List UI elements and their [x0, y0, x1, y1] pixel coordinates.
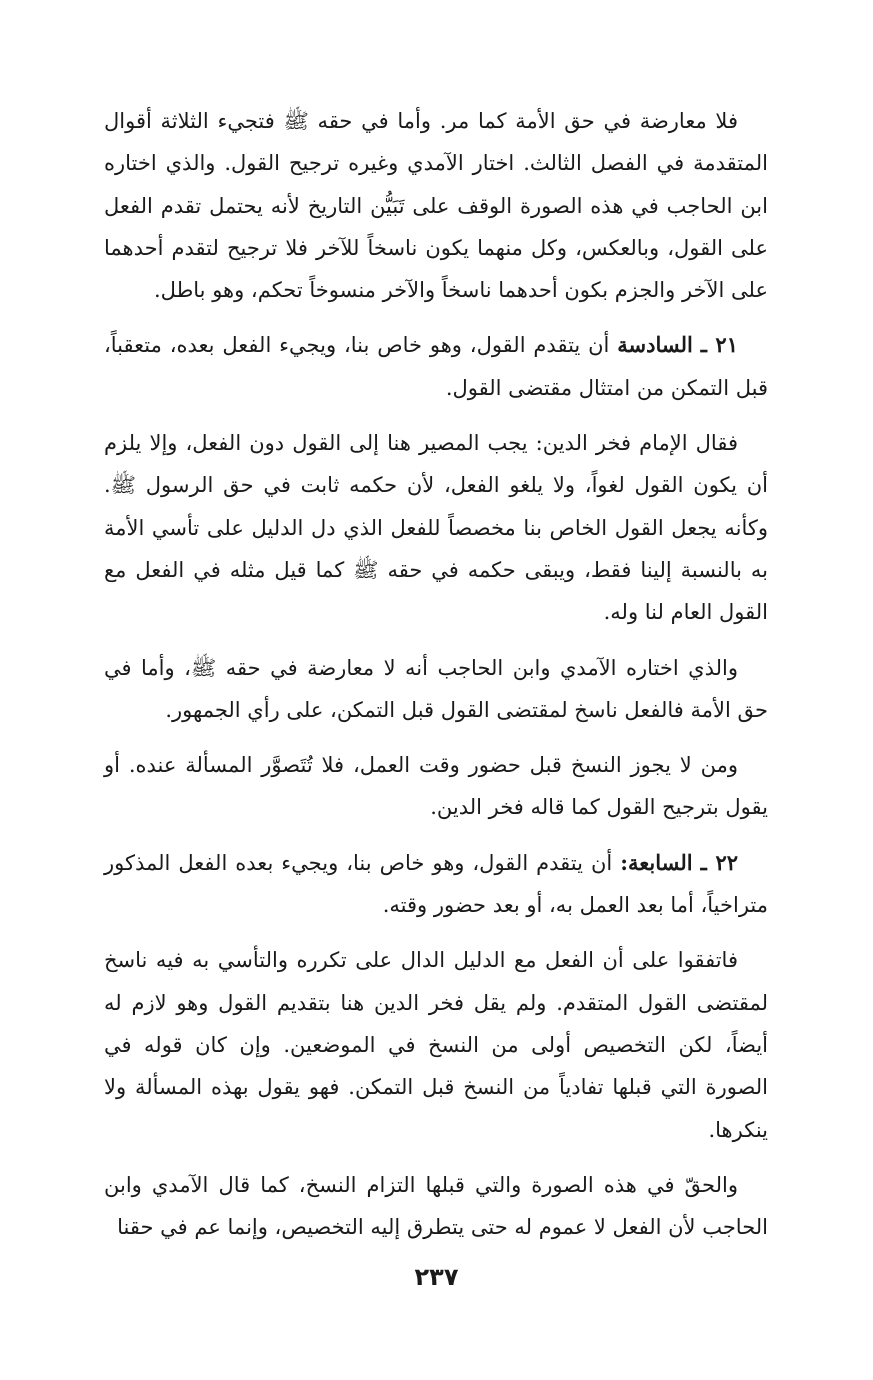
paragraph-3: [104, 422, 768, 633]
paragraph-6-section-22: [104, 842, 768, 927]
paragraph-text: والحقّ في هذه الصورة والتي قبلها التزام النسخ، كما قال الآمدي وابن الحاجب لأن الفعل لا عموم له حتى يتطرق إليه التخصيص، وإنما عم في حقنا: [104, 1172, 768, 1240]
paragraph-8: [104, 1164, 768, 1249]
page-number: ٢٣٧: [414, 1263, 459, 1291]
section-title: السادسة: [617, 332, 693, 358]
paragraph-2-section-21: [104, 324, 768, 409]
paragraph-5: [104, 744, 768, 829]
paragraph-text: فاتفقوا على أن الفعل مع الدليل الدال على تكرره والتأسي به فيه ناسخ لمقتضى القول المتقدم. ولم يقل فخر الدين هنا بتقديم القول وهو لازم له أيضاً، لكن التخصيص أولى من النسخ في الموضعين. وإن كان قوله في الصورة التي قبلها تفادياً من النسخ قبل التمكن. فهو يقول بهذه المسألة ولا ينكرها.: [104, 948, 768, 1142]
paragraph-text: فلا معارضة في حق الأمة كما مر. وأما في حقه ﷺ فتجيء الثلاثة أقوال المتقدمة في الفصل الثالث. اختار الآمدي وغيره ترجيح القول. والذي اختاره ابن الحاجب في هذه الصورة الوقف على تَبَيُّن التاريخ لأنه يحتمل تقدم الفعل على القول، وبالعكس، وكل منهما يكون ناسخاً للآخر فلا ترجيح لتقدم أحدهما على الآخر والجزم بكون أحدهما ناسخاً والآخر منسوخاً تحكم، وهو باطل.: [104, 109, 768, 303]
paragraph-4: [104, 647, 768, 732]
section-title: السابعة:: [620, 849, 693, 875]
paragraph-text: فقال الإمام فخر الدين: يجب المصير هنا إلى القول دون الفعل، وإلا يلزم أن يكون القول لغواً، ولا يلغو الفعل، لأن حكمه ثابت في حق الرسول ﷺ. وكأنه يجعل القول الخاص بنا مخصصاً للفعل الذي دل الدليل على تأسي الأمة به بالنسبة إلينا فقط، ويبقى حكمه في حقه ﷺ كما قيل مثله في الفعل مع القول العام لنا وله.: [104, 431, 768, 625]
paragraph-1: [104, 100, 768, 311]
section-number: ٢٢ ـ: [700, 849, 738, 875]
section-number: ٢١ ـ: [700, 332, 738, 358]
paragraph-text: ومن لا يجوز النسخ قبل حضور وقت العمل، فلا تُتَصوَّر المسألة عنده. أو يقول بترجيح القول كما قاله فخر الدين.: [104, 753, 768, 820]
paragraph-7: [104, 939, 768, 1150]
paragraph-text: أن يتقدم القول، وهو خاص بنا، ويجيء الفعل بعده، متعقباً، قبل التمكن من امتثال مقتضى القول.: [104, 333, 768, 400]
paragraph-text: والذي اختاره الآمدي وابن الحاجب أنه لا معارضة في حقه ﷺ، وأما في حق الأمة فالفعل ناسخ لمقتضى القول قبل التمكن، على رأي الجمهور.: [104, 655, 768, 722]
paragraph-text: أن يتقدم القول، وهو خاص بنا، ويجيء بعده الفعل المذكور متراخياً، أما بعد العمل به، أو بعد حضور وقته.: [104, 850, 768, 918]
